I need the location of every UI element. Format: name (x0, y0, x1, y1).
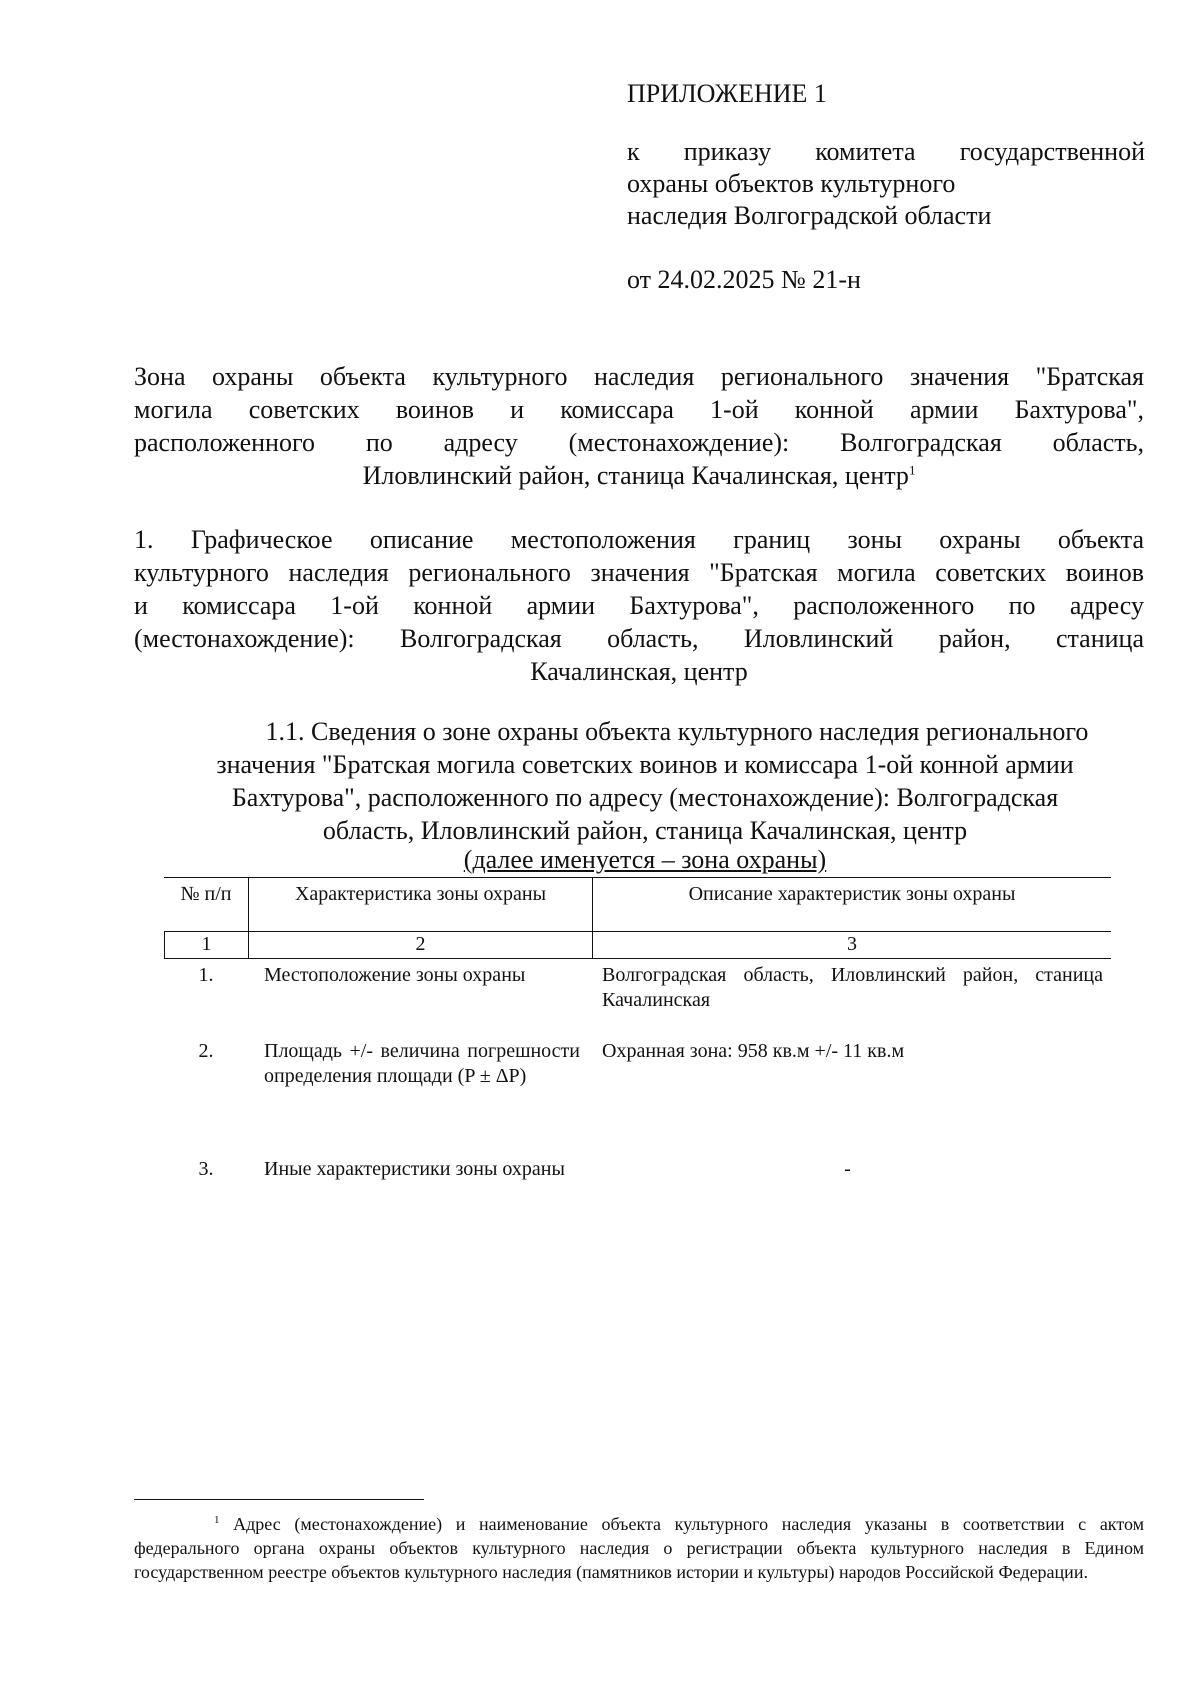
document-title (134, 360, 1144, 492)
footnote-text: Адрес (местонахождение) и наименование объекта культурного наследия указаны в соответствии с актом федерального органа охраны объектов культурного наследия о регистрации объекта культурного наследия в Едином государственном реестре объектов культурного наследия (памятников истории и культуры) народов Российской Федерации. (134, 1514, 1144, 1582)
row-description (592, 1035, 1111, 1153)
title-line: Зона охраны объекта культурного наследия регионального значения "Братская (134, 362, 1144, 391)
footnote-reference[interactable]: 1 (908, 462, 916, 478)
row-characteristic (248, 1035, 592, 1153)
table-row (164, 959, 1111, 1035)
subsection-1-1-heading (160, 715, 1130, 873)
row-number: 1. (198, 964, 214, 986)
order-date: от 24.02.2025 № 21-н (627, 265, 861, 294)
section-line: (местонахождение): Волгоградская область, Иловлинский район, станица (134, 624, 1144, 653)
header-description: Описание характеристик зоны охраны (592, 878, 1111, 931)
order-reference-line: к приказу комитета государственной (627, 137, 1145, 166)
column-number: 2 (248, 932, 592, 958)
section-line: 1. Графическое описание местоположения границ зоны охраны объекта (134, 525, 1144, 554)
row-characteristic-text: Иные характеристики зоны охраны (264, 1158, 565, 1180)
title-line: Иловлинский район, станица Качалинская, центр (362, 461, 909, 490)
table-column-numbers-row (164, 932, 1111, 959)
row-characteristic-text: Местоположение зоны охраны (264, 964, 526, 986)
row-number: 2. (198, 1040, 214, 1062)
footnote-mark: 1 (214, 1514, 220, 1526)
row-characteristic-text: Площадь +/- величина погрешности определения площади (P ± ΔP) (264, 1040, 580, 1087)
footnote-separator (134, 1499, 424, 1500)
title-line-last (134, 459, 1144, 492)
title-line: могила советских воинов и комиссара 1-ой конной армии Бахтурова", (134, 395, 1144, 424)
column-number: 3 (592, 932, 1111, 958)
table-row (164, 1035, 1111, 1153)
row-description (592, 959, 1111, 1035)
row-characteristic (248, 1153, 592, 1233)
order-reference (627, 136, 1145, 232)
zone-characteristics-table (164, 877, 1111, 1233)
section-1-heading (134, 523, 1144, 688)
section-line: и комиссара 1-ой конной армии Бахтурова", расположенного по адресу (134, 591, 1144, 620)
row-characteristic (248, 959, 592, 1035)
table-row (164, 1153, 1111, 1233)
table-header-row (164, 878, 1111, 932)
subsection-line: область, Иловлинский район, станица Качалинская, центр (322, 816, 968, 845)
section-line: культурного наследия регионального значения "Братская могила советских воинов (134, 558, 1144, 587)
subsection-line: (далее именуется – зона охраны) (463, 845, 827, 874)
appendix-heading: ПРИЛОЖЕНИЕ 1 (627, 79, 827, 108)
title-line: расположенного по адресу (местонахождение): Волгоградская область, (134, 428, 1144, 457)
row-number: 3. (198, 1158, 214, 1180)
header-characteristic: Характеристика зоны охраны (248, 878, 592, 931)
order-reference-line: наследия Волгоградской области (627, 201, 992, 230)
subsection-line-underlined (160, 847, 1130, 873)
subsection-line: 1.1. Сведения о зоне охраны объекта культурного наследия регионального (265, 717, 1089, 746)
footnote-paragraph (134, 1512, 1144, 1584)
subsection-line: значения "Братская могила советских воинов и комиссара 1-ой конной армии (216, 750, 1074, 779)
row-description: - (844, 1158, 851, 1180)
row-description-text: Охранная зона: 958 кв.м +/- 11 кв.м (602, 1040, 905, 1062)
order-reference-line: охраны объектов культурного (627, 169, 956, 198)
row-description-text: Волгоградская область, Иловлинский район, станица Качалинская (602, 964, 1103, 1011)
header-number: № п/п (180, 883, 232, 905)
footnote (134, 1512, 1144, 1584)
subsection-line: Бахтурова", расположенного по адресу (местонахождение): Волгоградская (231, 783, 1059, 812)
section-line: Качалинская, центр (530, 657, 748, 686)
column-number: 1 (164, 932, 248, 958)
